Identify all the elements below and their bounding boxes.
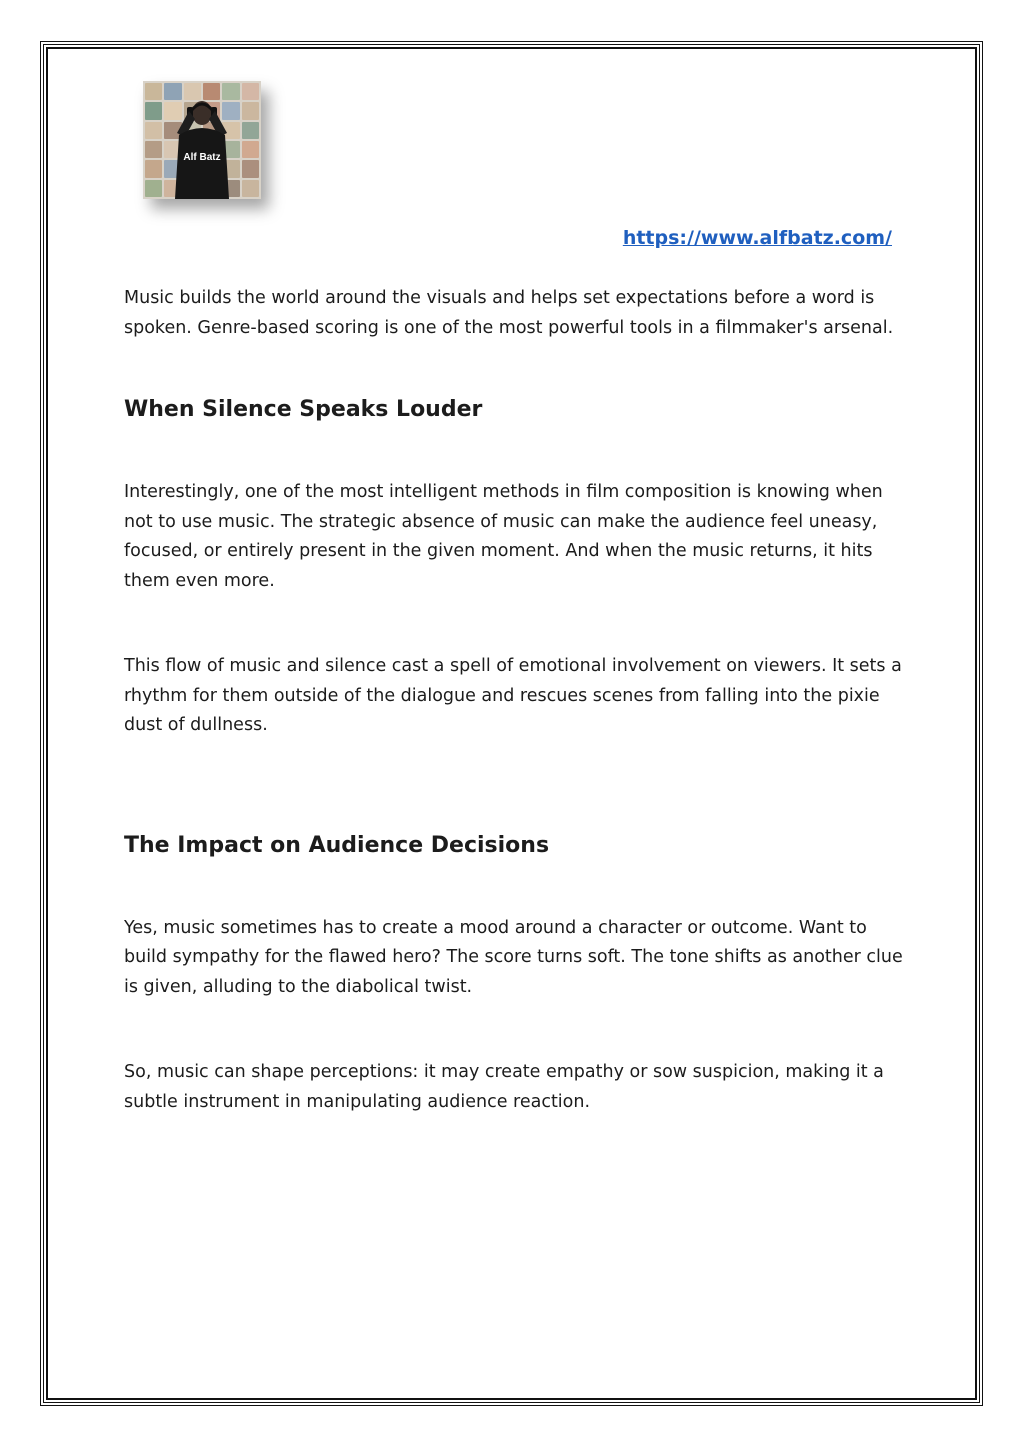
section1-paragraph-2: This flow of music and silence cast a spell of emotional involvement on viewers. It sets a rhythm for them outside of the dialogue and rescues scenes from falling into the pixie dust of dullness. [124,656,902,735]
section-heading-silence: When Silence Speaks Louder [124,397,483,422]
intro-paragraph: Music builds the world around the visuals and helps set expectations before a word is spoken. Genre-based scoring is one of the most powerful tools in a filmmaker's arsenal. [124,288,894,338]
alf-batz-logo [143,81,261,199]
website-link[interactable]: https://www.alfbatz.com/ [622,227,892,249]
section2-paragraph-1: Yes, music sometimes has to create a mood around a character or outcome. Want to build sympathy for the flawed hero? The score turns soft. The tone shifts as another clue is given, alluding to the diabolical twist. [124,917,903,997]
section-heading-audience: The Impact on Audience Decisions [124,832,550,858]
section2-paragraph-2: So, music can shape perceptions: it may create empathy or sow suspicion, making it a subtle instrument in manipulating audience reaction. [124,1062,884,1112]
person-with-headphones-icon [171,99,233,199]
logo-label: Alf Batz [183,152,221,163]
document-body [124,284,904,1117]
section1-paragraph-1: Interestingly, one of the most intelligent methods in film composition is knowing when not to use music. The strategic absence of music can make the audience feel uneasy, focused, or entirely present in the given moment. And when the music returns, it hits them even more. [124,482,883,591]
